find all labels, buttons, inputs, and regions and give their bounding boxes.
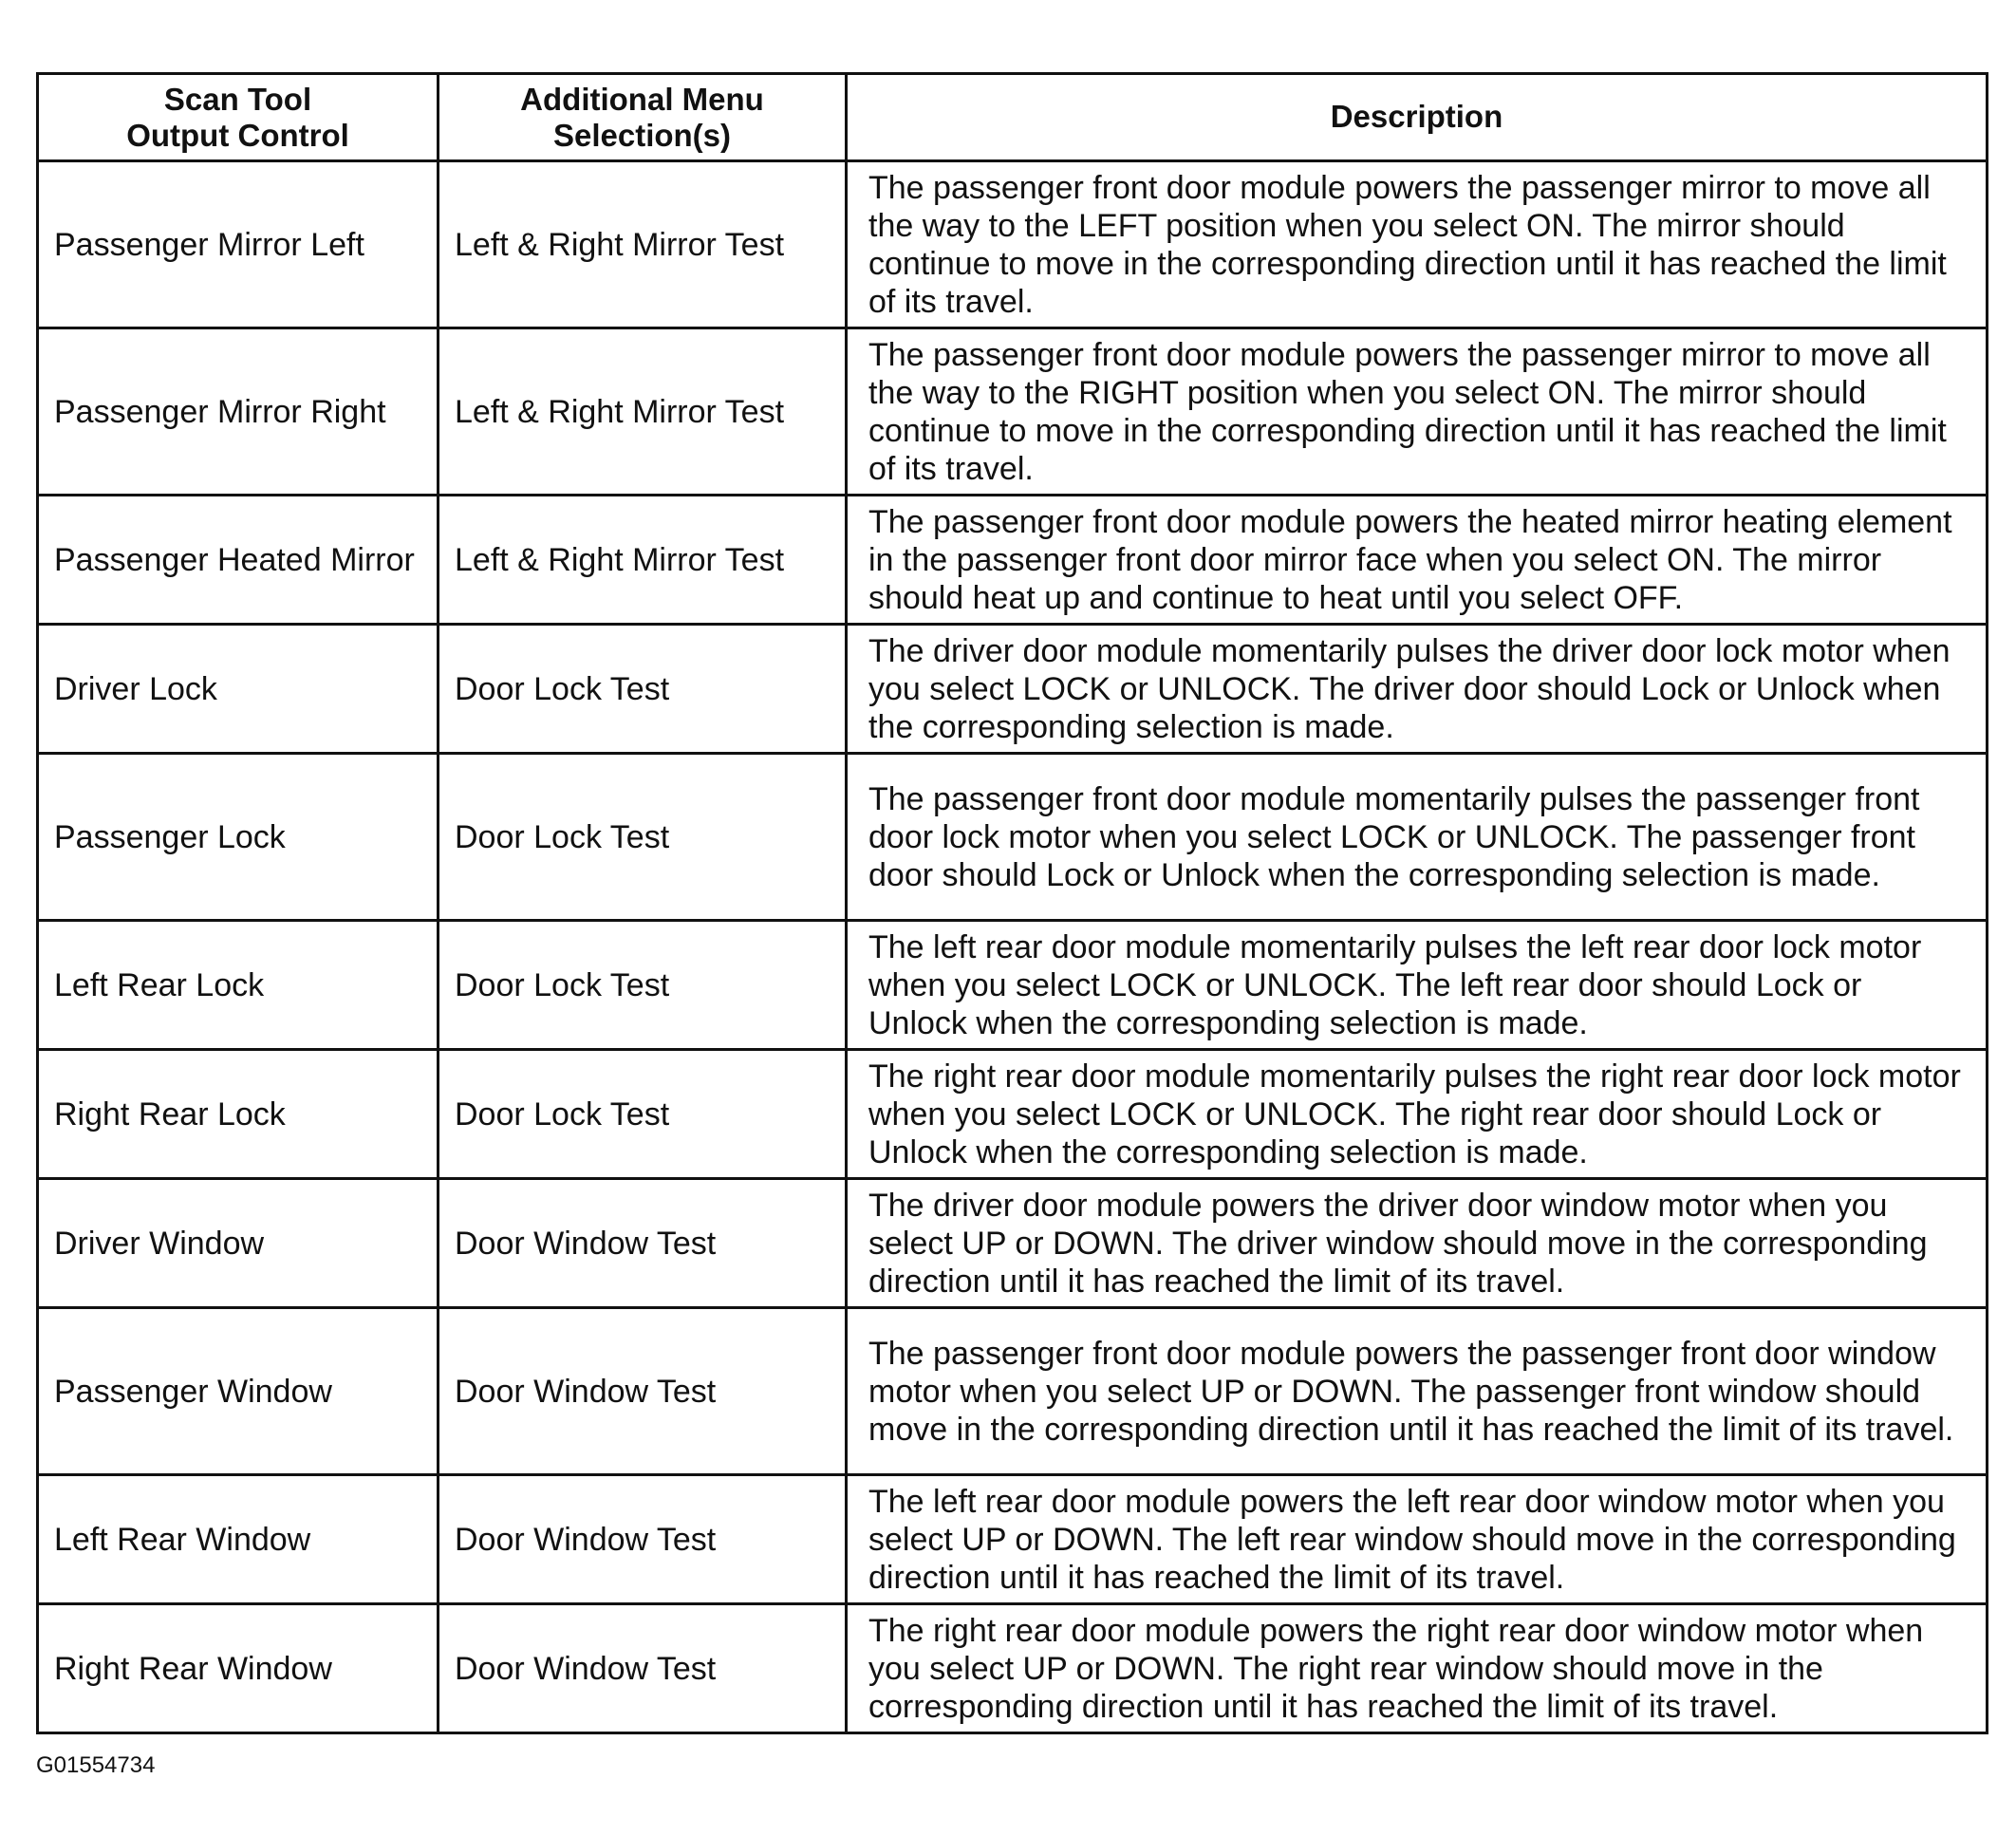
description-cell: The driver door module momentarily pulses the driver door lock motor when you select LOCK or UNLOCK. The driver door should Lock or Unlock when the corresponding selection is made. xyxy=(847,625,1988,754)
table-row xyxy=(38,1604,1988,1733)
menu-selection-cell: Door Lock Test xyxy=(439,921,847,1050)
menu-selection-cell: Door Window Test xyxy=(439,1308,847,1475)
output-control-cell: Passenger Lock xyxy=(38,754,439,921)
table-row xyxy=(38,1475,1988,1604)
table-row xyxy=(38,921,1988,1050)
description-cell: The left rear door module momentarily pulses the left rear door lock motor when you select LOCK or UNLOCK. The left rear door should Lock or Unlock when the corresponding selection is made. xyxy=(847,921,1988,1050)
description-cell: The passenger front door module powers the passenger mirror to move all the way to the RIGHT position when you select ON. The mirror should continue to move in the corresponding direction until it has reached the limit of its travel. xyxy=(847,328,1988,496)
description-cell: The left rear door module powers the left rear door window motor when you select UP or DOWN. The left rear window should move in the corresponding direction until it has reached the limit of its travel. xyxy=(847,1475,1988,1604)
output-control-cell: Driver Lock xyxy=(38,625,439,754)
figure-id: G01554734 xyxy=(36,1752,156,1778)
table-row xyxy=(38,1308,1988,1475)
table-row xyxy=(38,161,1988,328)
table-row xyxy=(38,328,1988,496)
description-cell: The right rear door module momentarily pulses the right rear door lock motor when you select LOCK or UNLOCK. The right rear door should Lock or Unlock when the corresponding selection is made. xyxy=(847,1050,1988,1179)
description-cell: The passenger front door module powers the passenger front door window motor when you select UP or DOWN. The passenger front window should move in the corresponding direction until it has reached the limit of its travel. xyxy=(847,1308,1988,1475)
menu-selection-cell: Door Window Test xyxy=(439,1475,847,1604)
table-body xyxy=(38,161,1988,1733)
header-col1-line2: Output Control xyxy=(126,117,349,153)
table-row xyxy=(38,1179,1988,1308)
table-header xyxy=(38,74,1988,161)
description-cell: The passenger front door module powers the passenger mirror to move all the way to the LEFT position when you select ON. The mirror should continue to move in the corresponding direction until it has reached the limit of its travel. xyxy=(847,161,1988,328)
output-control-cell: Left Rear Window xyxy=(38,1475,439,1604)
description-cell: The passenger front door module momentarily pulses the passenger front door lock motor when you select LOCK or UNLOCK. The passenger front door should Lock or Unlock when the corresponding selection is made. xyxy=(847,754,1988,921)
menu-selection-cell: Left & Right Mirror Test xyxy=(439,496,847,625)
table-row xyxy=(38,625,1988,754)
table-row xyxy=(38,496,1988,625)
output-control-cell: Passenger Mirror Right xyxy=(38,328,439,496)
description-cell: The passenger front door module powers the heated mirror heating element in the passenger front door mirror face when you select ON. The mirror should heat up and continue to heat until you select OFF. xyxy=(847,496,1988,625)
output-control-cell: Right Rear Window xyxy=(38,1604,439,1733)
menu-selection-cell: Door Lock Test xyxy=(439,754,847,921)
scan-tool-output-control-table xyxy=(36,72,1988,1734)
description-cell: The right rear door module powers the right rear door window motor when you select UP or DOWN. The right rear window should move in the corresponding direction until it has reached the limit of its travel. xyxy=(847,1604,1988,1733)
header-row xyxy=(38,74,1988,161)
header-additional-menu-selections xyxy=(439,74,847,161)
table-row xyxy=(38,1050,1988,1179)
menu-selection-cell: Door Window Test xyxy=(439,1604,847,1733)
header-col1-line1: Scan Tool xyxy=(163,81,312,117)
output-control-cell: Passenger Mirror Left xyxy=(38,161,439,328)
header-col2-line2: Selection(s) xyxy=(552,117,732,153)
menu-selection-cell: Left & Right Mirror Test xyxy=(439,328,847,496)
header-col2-line1: Additional Menu xyxy=(520,81,764,117)
menu-selection-cell: Left & Right Mirror Test xyxy=(439,161,847,328)
output-control-cell: Passenger Window xyxy=(38,1308,439,1475)
menu-selection-cell: Door Window Test xyxy=(439,1179,847,1308)
output-control-cell: Passenger Heated Mirror xyxy=(38,496,439,625)
header-description: Description xyxy=(847,74,1988,161)
table-row xyxy=(38,754,1988,921)
output-control-cell: Right Rear Lock xyxy=(38,1050,439,1179)
menu-selection-cell: Door Lock Test xyxy=(439,625,847,754)
header-scan-tool-output-control xyxy=(38,74,439,161)
output-control-cell: Driver Window xyxy=(38,1179,439,1308)
output-control-cell: Left Rear Lock xyxy=(38,921,439,1050)
description-cell: The driver door module powers the driver door window motor when you select UP or DOWN. The driver window should move in the corresponding direction until it has reached the limit of its travel. xyxy=(847,1179,1988,1308)
menu-selection-cell: Door Lock Test xyxy=(439,1050,847,1179)
